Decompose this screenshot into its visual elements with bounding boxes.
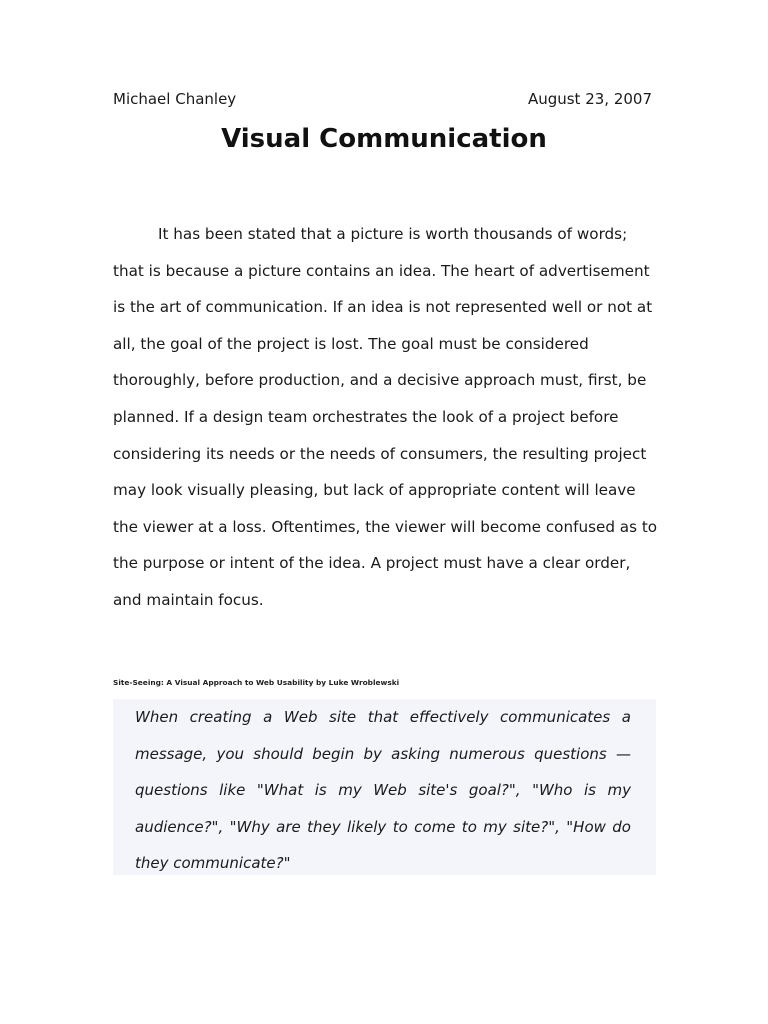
- author-name: Michael Chanley: [113, 90, 237, 108]
- paragraph-line: thoroughly, before production, and a decisive approach must, first, be: [113, 371, 647, 390]
- paragraph-line: all, the goal of the project is lost. The goal must be considered: [113, 334, 589, 353]
- paragraph-line: the purpose or intent of the idea. A project must have a clear order,: [113, 554, 631, 573]
- paragraph-line: the viewer at a loss. Oftentimes, the viewer will become confused as to: [113, 517, 658, 536]
- body-paragraph: [113, 216, 658, 619]
- paragraph-line: considering its needs or the needs of consumers, the resulting project: [113, 444, 647, 463]
- quote-line: message, you should begin by asking numerous questions —: [135, 744, 631, 763]
- paragraph-line: may look visually pleasing, but lack of appropriate content will leave: [113, 481, 636, 500]
- quote-line: When creating a Web site that effectively communicates a: [135, 708, 631, 726]
- paragraph-line: that is because a picture contains an idea. The heart of advertisement: [113, 261, 650, 280]
- paragraph-line: and maintain focus.: [113, 590, 264, 609]
- quote-source-caption: Site-Seeing: A Visual Approach to Web Usability by Luke Wroblewski: [113, 678, 400, 687]
- blockquote: [113, 699, 656, 875]
- quote-line: audience?", "Why are they likely to come to my site?", "How do: [135, 817, 631, 836]
- paragraph-line: It has been stated that a picture is worth thousands of words;: [158, 225, 628, 243]
- paragraph-line: planned. If a design team orchestrates the look of a project before: [113, 407, 619, 426]
- paragraph-line: is the art of communication. If an idea is not represented well or not at: [113, 298, 653, 317]
- document-date: August 23, 2007: [527, 90, 652, 108]
- quote-line: questions like "What is my Web site's goal?", "Who is my: [135, 781, 631, 800]
- page-title: Visual Communication: [221, 124, 547, 154]
- document-header: [113, 90, 652, 112]
- quote-line: they communicate?": [135, 854, 291, 873]
- quote-text: [135, 699, 631, 882]
